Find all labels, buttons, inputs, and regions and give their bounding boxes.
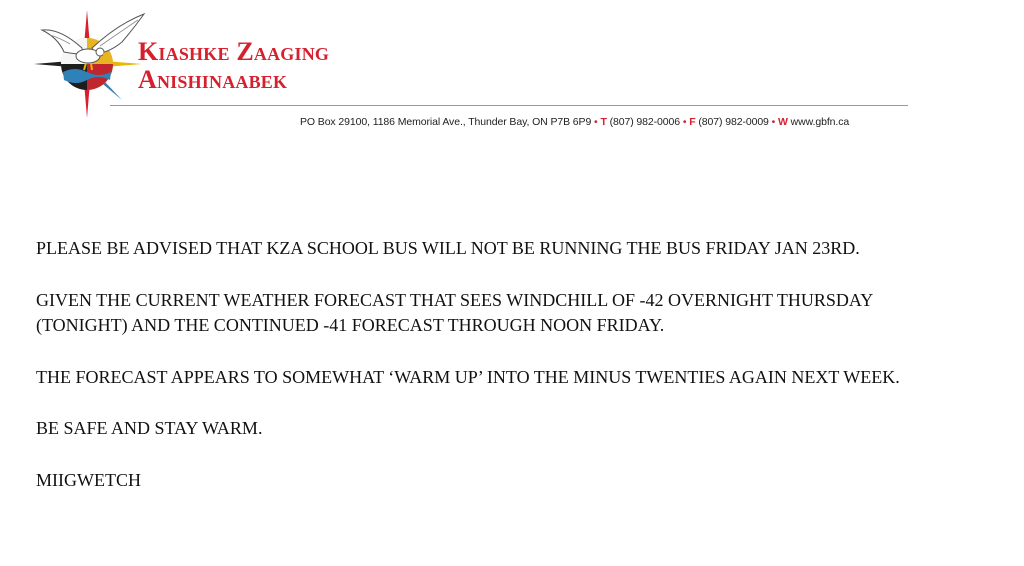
notice-signoff: MIIGWETCH xyxy=(36,469,141,490)
organization-name xyxy=(138,38,329,94)
separator-bullet: • xyxy=(594,116,598,128)
notice-paragraph-stay-warm: BE SAFE AND STAY WARM. xyxy=(36,418,263,438)
fax-number: (807) 982-0009 xyxy=(698,116,769,128)
separator-bullet: • xyxy=(682,116,687,128)
phone-key: T xyxy=(600,116,607,128)
notice-paragraph-bus-cancelled: PLEASE BE ADVISED THAT KZA SCHOOL BUS WILL NOT BE RUNNING THE BUS FRIDAY JAN 23RD. xyxy=(36,238,860,258)
organization-name-line1: Kiashke Zaaging xyxy=(138,37,330,66)
notice-paragraph-weather: GIVEN THE CURRENT WEATHER FORECAST THAT SEES WINDCHILL OF -42 OVERNIGHT THURSDAY (TONIGHT) AND THE CONTINUED -41 FORECAST THROUGH NOON FRIDAY. xyxy=(36,289,873,335)
organization-logo xyxy=(30,8,150,120)
eagle-compass-logo-icon xyxy=(30,8,150,120)
separator-bullet: • xyxy=(771,116,776,128)
website-text: www.gbfn.ca xyxy=(790,116,850,128)
phone-number: (807) 982-0006 xyxy=(609,116,680,128)
organization-name-line2: Anishinaabek xyxy=(138,65,288,94)
letterhead-divider xyxy=(110,105,908,106)
notice-body xyxy=(36,236,936,519)
web-key: W xyxy=(778,116,788,128)
notice-paragraph-warm-up: THE FORECAST APPEARS TO SOMEWHAT ‘WARM UP’ INTO THE MINUS TWENTIES AGAIN NEXT WEEK. xyxy=(36,366,900,387)
address-text: PO Box 29100, 1186 Memorial Ave., Thunder Bay, ON P7B 6P9 xyxy=(300,116,592,128)
contact-line xyxy=(300,116,912,128)
fax-key: F xyxy=(689,116,696,128)
